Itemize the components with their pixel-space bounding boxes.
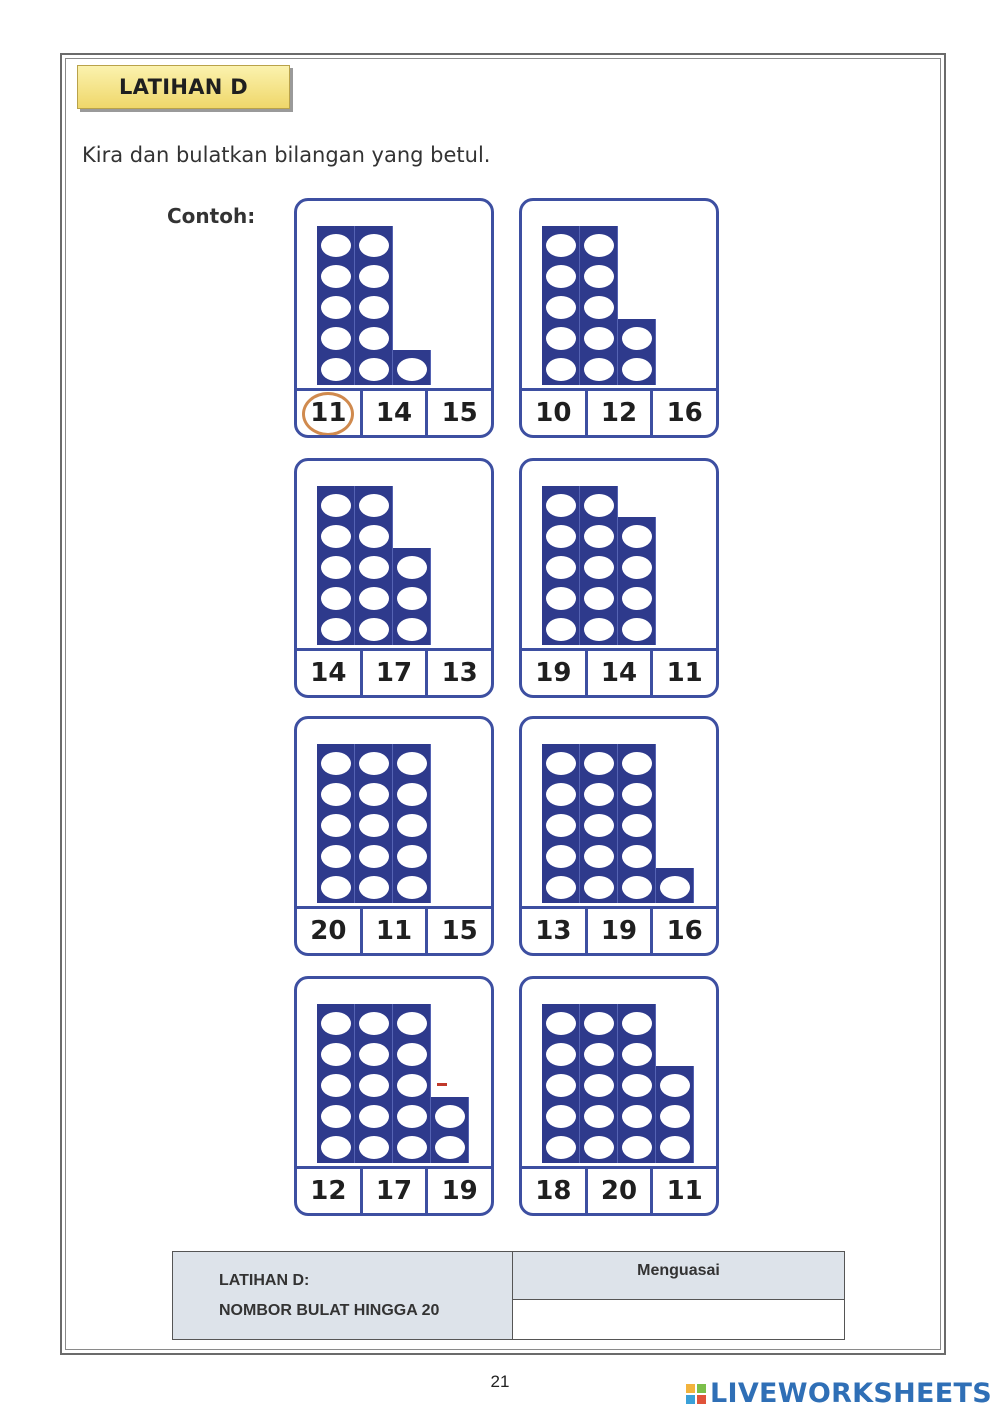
counter-dot (321, 1105, 351, 1128)
counter-dot (397, 618, 427, 641)
counter-dot (359, 587, 389, 610)
counter-dot (584, 234, 614, 257)
answer-option[interactable]: 15 (425, 391, 491, 435)
counting-blocks (522, 719, 716, 907)
counter-dot (321, 494, 351, 517)
counter-dot (546, 494, 576, 517)
counter-dot (546, 1012, 576, 1035)
page-number: 21 (490, 1372, 510, 1391)
counter-dot (660, 1136, 690, 1159)
counter-dot (397, 1074, 427, 1097)
counter-dot (622, 783, 652, 806)
counter-dot (321, 814, 351, 837)
answer-options (297, 648, 491, 695)
exercise-card (294, 198, 494, 438)
counter-dot (359, 1074, 389, 1097)
answer-option[interactable]: 14 (585, 651, 651, 695)
counter-dot (359, 752, 389, 775)
counter-dot (622, 1012, 652, 1035)
counter-dot (584, 1012, 614, 1035)
ten-frame-column (618, 517, 656, 645)
counter-dot (435, 1136, 465, 1159)
counter-dot (397, 814, 427, 837)
counter-dot (321, 1043, 351, 1066)
counter-dot (321, 296, 351, 319)
counter-dot (359, 296, 389, 319)
counter-dot (584, 587, 614, 610)
counter-dot (584, 845, 614, 868)
counter-dot (622, 587, 652, 610)
counter-dot (584, 358, 614, 381)
counter-dot (359, 327, 389, 350)
counter-dot (359, 358, 389, 381)
counter-dot (546, 845, 576, 868)
ten-frame-column (355, 1004, 393, 1163)
counter-dot (546, 296, 576, 319)
counting-blocks (297, 979, 491, 1167)
section-title: LATIHAN D (77, 65, 290, 109)
ten-frame-column (317, 744, 355, 903)
ten-frame-column (618, 1004, 656, 1163)
counter-dot (397, 358, 427, 381)
counter-dot (359, 1136, 389, 1159)
answer-options (297, 1166, 491, 1213)
counter-dot (321, 783, 351, 806)
counter-dot (584, 1074, 614, 1097)
counter-dot (584, 494, 614, 517)
counting-blocks (297, 719, 491, 907)
counter-dot (546, 1136, 576, 1159)
answer-options (522, 906, 716, 953)
counter-dot (321, 327, 351, 350)
counter-dot (584, 296, 614, 319)
counter-dot (321, 876, 351, 899)
mastery-topic-line2: NOMBOR BULAT HINGGA 20 (219, 1301, 440, 1319)
instruction-text: Kira dan bulatkan bilangan yang betul. (82, 143, 491, 167)
counter-dot (584, 876, 614, 899)
ten-frame-column (542, 486, 580, 645)
counter-dot (622, 845, 652, 868)
counter-dot (321, 752, 351, 775)
answer-option[interactable]: 11 (650, 1169, 716, 1213)
counter-dot (584, 1105, 614, 1128)
ten-frame-column (542, 744, 580, 903)
ten-frame-column (317, 1004, 355, 1163)
counter-dot (321, 556, 351, 579)
answer-option[interactable]: 13 (535, 916, 572, 946)
ten-frame-column (393, 1004, 431, 1163)
counter-dot (397, 1136, 427, 1159)
counter-dot (359, 234, 389, 257)
counter-dot (397, 1105, 427, 1128)
mastery-header: Menguasai (513, 1252, 845, 1300)
ten-frame-column (618, 744, 656, 903)
exercise-card (519, 198, 719, 438)
counter-dot (622, 1105, 652, 1128)
counting-blocks (522, 461, 716, 649)
counter-dot (397, 845, 427, 868)
ten-frame-column (431, 1097, 469, 1163)
counter-dot (397, 783, 427, 806)
counter-dot (359, 1105, 389, 1128)
counter-dot (546, 327, 576, 350)
brand-logo[interactable] (685, 1378, 992, 1409)
counter-dot (321, 1012, 351, 1035)
counter-dot (546, 814, 576, 837)
ten-frame-column (317, 486, 355, 645)
answer-option[interactable]: 19 (535, 658, 572, 688)
exercise-card (519, 716, 719, 956)
answer-option[interactable]: 17 (360, 1169, 426, 1213)
counter-dot (584, 814, 614, 837)
counter-dot (584, 556, 614, 579)
counter-dot (660, 876, 690, 899)
exercise-card (519, 976, 719, 1216)
counting-blocks (297, 201, 491, 389)
counter-dot (622, 525, 652, 548)
answer-options (522, 1166, 716, 1213)
counter-dot (397, 556, 427, 579)
counter-dot (546, 1074, 576, 1097)
counter-dot (622, 814, 652, 837)
counter-dot (359, 265, 389, 288)
counter-dot (321, 618, 351, 641)
counter-dot (622, 1136, 652, 1159)
ten-frame-column (580, 486, 618, 645)
counter-dot (584, 525, 614, 548)
ten-frame-column (580, 1004, 618, 1163)
ten-frame-column (317, 226, 355, 385)
counter-dot (321, 845, 351, 868)
counter-dot (359, 814, 389, 837)
exercise-card (294, 458, 494, 698)
counter-dot (622, 327, 652, 350)
counter-dot (584, 1136, 614, 1159)
answer-options (297, 906, 491, 953)
answer-option[interactable]: 14 (360, 391, 426, 435)
counter-dot (397, 1012, 427, 1035)
counter-dot (622, 556, 652, 579)
counter-dot (321, 234, 351, 257)
answer-option[interactable]: 16 (650, 909, 716, 953)
ten-frame-column (393, 548, 431, 645)
ten-frame-column (393, 744, 431, 903)
counter-dot (584, 1043, 614, 1066)
counter-dot (546, 556, 576, 579)
counter-dot (546, 783, 576, 806)
counter-dot (546, 876, 576, 899)
answer-option[interactable]: 12 (585, 391, 651, 435)
ten-frame-column (580, 744, 618, 903)
counter-dot (546, 525, 576, 548)
counter-dot (321, 1074, 351, 1097)
answer-option[interactable]: 20 (310, 916, 347, 946)
ten-frame-column (542, 226, 580, 385)
ten-frame-column (656, 868, 694, 903)
counter-dot (397, 1043, 427, 1066)
exercise-card (519, 458, 719, 698)
answer-options (522, 648, 716, 695)
counter-dot (546, 1105, 576, 1128)
counter-dot (359, 1043, 389, 1066)
counter-dot (359, 876, 389, 899)
ten-frame-column (580, 226, 618, 385)
counter-dot (397, 752, 427, 775)
stray-mark (437, 1083, 447, 1086)
answer-option[interactable]: 11 (360, 909, 426, 953)
answer-option[interactable]: 12 (310, 1176, 347, 1206)
mastery-topic (173, 1252, 513, 1340)
counting-blocks (297, 461, 491, 649)
counter-dot (397, 876, 427, 899)
counter-dot (359, 494, 389, 517)
exercise-card (294, 976, 494, 1216)
counter-dot (546, 752, 576, 775)
counting-blocks (522, 201, 716, 389)
counter-dot (546, 265, 576, 288)
counter-dot (584, 327, 614, 350)
counter-dot (584, 752, 614, 775)
ten-frame-column (355, 744, 393, 903)
answer-options (522, 388, 716, 435)
counter-dot (660, 1074, 690, 1097)
answer-option[interactable]: 15 (425, 909, 491, 953)
ten-frame-column (393, 350, 431, 385)
ten-frame-column (355, 486, 393, 645)
counter-dot (359, 783, 389, 806)
counter-dot (622, 358, 652, 381)
counter-dot (584, 618, 614, 641)
answer-option[interactable]: 18 (535, 1176, 572, 1206)
counter-dot (321, 1136, 351, 1159)
counter-dot (321, 358, 351, 381)
counter-dot (622, 1043, 652, 1066)
ten-frame-column (542, 1004, 580, 1163)
ten-frame-column (656, 1066, 694, 1163)
counter-dot (622, 618, 652, 641)
answer-options (297, 388, 491, 435)
page-border-inner (65, 58, 941, 1350)
answer-option[interactable]: 17 (360, 651, 426, 695)
counter-dot (622, 1074, 652, 1097)
counter-dot (359, 845, 389, 868)
brand-name: LIVEWORKSHEETS (709, 1378, 992, 1409)
counter-dot (622, 752, 652, 775)
answer-option[interactable]: 11 (297, 391, 360, 435)
counter-dot (359, 556, 389, 579)
answer-option[interactable]: 14 (310, 658, 347, 688)
brand-mark-icon (685, 1383, 707, 1405)
counter-dot (546, 618, 576, 641)
answer-option[interactable]: 11 (650, 651, 716, 695)
counter-dot (584, 783, 614, 806)
counter-dot (660, 1105, 690, 1128)
counter-dot (546, 234, 576, 257)
counter-dot (321, 265, 351, 288)
counter-dot (435, 1105, 465, 1128)
counter-dot (584, 265, 614, 288)
ten-frame-column (618, 319, 656, 385)
answer-option[interactable]: 16 (650, 391, 716, 435)
counter-dot (359, 618, 389, 641)
answer-option[interactable]: 19 (585, 909, 651, 953)
counting-blocks (522, 979, 716, 1167)
counter-dot (321, 525, 351, 548)
counter-dot (546, 587, 576, 610)
counter-dot (397, 587, 427, 610)
counter-dot (359, 1012, 389, 1035)
answer-option[interactable]: 20 (585, 1169, 651, 1213)
answer-option[interactable]: 13 (425, 651, 491, 695)
mastery-input-cell[interactable] (513, 1300, 845, 1340)
counter-dot (359, 525, 389, 548)
counter-dot (546, 1043, 576, 1066)
ten-frame-column (355, 226, 393, 385)
counter-dot (546, 358, 576, 381)
example-label: Contoh: (167, 204, 256, 228)
answer-option[interactable]: 10 (535, 398, 572, 428)
answer-option[interactable]: 19 (425, 1169, 491, 1213)
counter-dot (321, 587, 351, 610)
exercise-card (294, 716, 494, 956)
mastery-topic-line1: LATIHAN D: (219, 1271, 310, 1289)
mastery-table (172, 1251, 845, 1340)
counter-dot (622, 876, 652, 899)
